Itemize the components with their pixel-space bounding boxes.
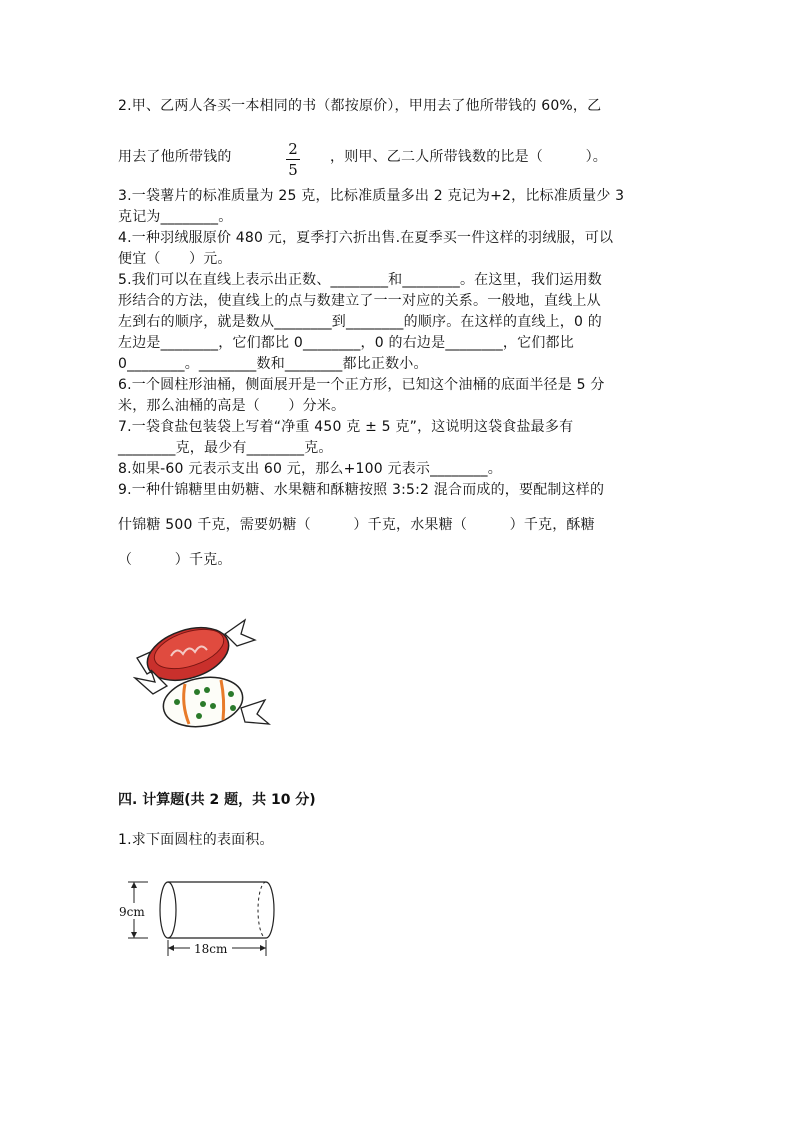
length-label: 18cm [194,942,228,956]
q5-line4: 左边是________，它们都比 0________，0 的右边是________，它们都比 [118,335,574,351]
q4-line1: 4.一种羽绒服原价 480 元，夏季打六折出售.在夏季买一件这样的羽绒服，可以 [118,230,614,246]
q5-line1: 5.我们可以在直线上表示出正数、________和________。在这里，我们运用数 [118,272,602,288]
q7-line1: 7.一袋食盐包装袋上写着“净重 450 克 ± 5 克”，这说明这袋食盐最多有 [118,419,574,435]
section4-q1: 1.求下面圆柱的表面积。 [118,832,274,848]
candy-illustration [133,612,273,752]
q2-line2b: ，则甲、乙二人所带钱数的比是（ ）。 [330,149,607,165]
section-title: 四. 计算题(共 2 题，共 10 分) [118,792,316,808]
q5-line5: 0________。________数和________都比正数小。 [118,356,428,372]
striped-candy-icon [135,670,269,733]
fraction-numerator: 2 [288,140,298,158]
q5-line2: 形结合的方法，使直线上的点与数建立了一一对应的关系。一般地，直线上从 [118,293,601,309]
q2-line1: 2.甲、乙两人各买一本相同的书（都按原价），甲用去了他所带钱的 60%，乙 [118,98,602,114]
q4-line2: 便宜（ ）元。 [118,251,232,267]
fraction-denominator: 5 [288,161,298,179]
q9-line1: 9.一种什锦糖里由奶糖、水果糖和酥糖按照 3:5:2 混合而成的，要配制这样的 [118,482,605,498]
q9-line2: 什锦糖 500 千克，需要奶糖（ ）千克，水果糖（ ）千克，酥糖 [118,517,595,533]
fraction-two-fifths [282,140,304,179]
q2-line2a: 用去了他所带钱的 [118,149,232,165]
q9-line3: （ ）千克。 [118,552,232,568]
cylinder-figure [118,876,278,960]
q5-line3: 左到右的顺序，就是数从________到________的顺序。在这样的直线上，0 的 [118,314,602,330]
height-label: 9cm [119,905,145,919]
q3-line2: 克记为________。 [118,209,233,225]
q3-line1: 3.一袋薯片的标准质量为 25 克，比标准质量多出 2 克记为+2，比标准质量少 3 [118,188,625,204]
fraction-bar [286,159,300,160]
q6-line1: 6.一个圆柱形油桶，侧面展开是一个正方形，已知这个油桶的底面半径是 5 分 [118,377,605,393]
q7-line2: ________克，最少有________克。 [118,440,333,456]
q6-line2: 米，那么油桶的高是（ ）分米。 [118,398,346,414]
q8-line1: 8.如果-60 元表示支出 60 元，那么+100 元表示________。 [118,461,502,477]
